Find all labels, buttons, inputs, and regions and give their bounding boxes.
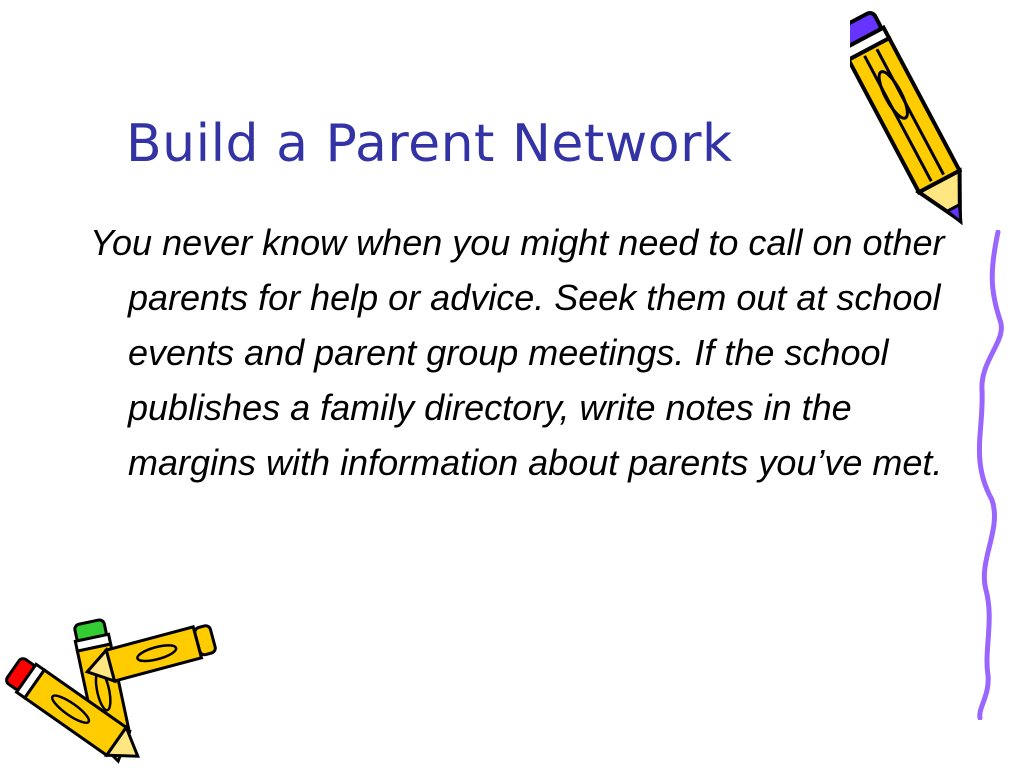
pencils-cluster-icon xyxy=(0,610,220,768)
squiggle-line xyxy=(960,230,1020,720)
slide-title: Build a Parent Network xyxy=(126,114,733,174)
slide-body-text: You never know when you might need to call on other parents for help or advice. Seek them out at school events and parent group meetings. If the school publishes a family directory, write notes in the margins with information about parents you’ve met. xyxy=(90,222,945,483)
pencil-icon xyxy=(850,0,1010,250)
